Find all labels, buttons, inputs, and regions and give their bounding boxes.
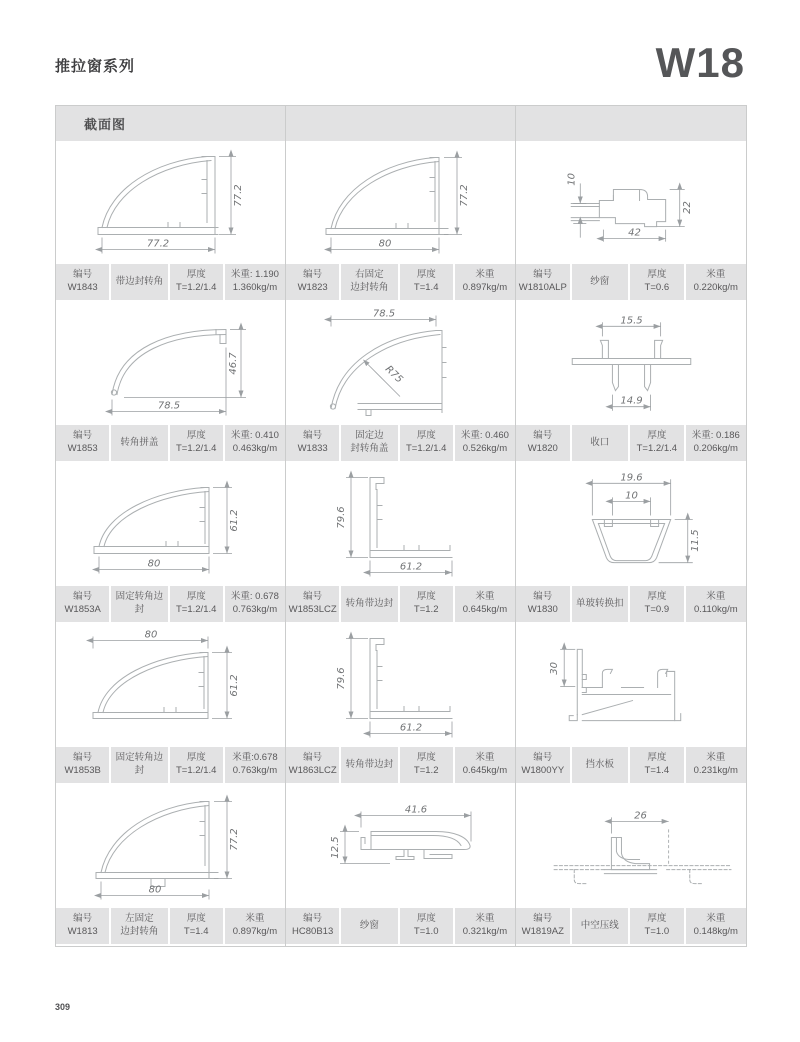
spec-name: 带边封转角 — [111, 264, 167, 300]
spec-thickness: 厚度 T=1.0 — [400, 908, 453, 944]
spec-id: 编号 W1830 — [516, 586, 570, 622]
dim-label: 78.5 — [372, 308, 396, 320]
dim-label: 61.2 — [399, 561, 423, 573]
profile-drawing-screen-cap — [286, 785, 515, 908]
profile-diagram — [56, 624, 285, 747]
profile-cell-w1830 — [516, 463, 746, 624]
profile-drawing-corner — [286, 141, 515, 264]
profile-drawing-corner — [56, 141, 285, 264]
profile-cell-w1800yy — [516, 624, 746, 785]
dim-label: R75 — [382, 363, 405, 386]
spec-thickness: 厚度 T=1.0 — [630, 908, 684, 944]
dim-label: 77.2 — [229, 828, 240, 851]
spec-id: 编号 W1820 — [516, 425, 570, 461]
spec-thickness: 厚度 T=1.2 — [400, 586, 453, 622]
dim-label: 46.7 — [228, 352, 239, 375]
spec-name: 转角拼盖 — [111, 425, 167, 461]
spec-id: 编号 W1853LCZ — [286, 586, 339, 622]
spec-strip — [516, 586, 746, 622]
spec-id: 编号 W1800YY — [516, 747, 570, 783]
dim-label: 11.5 — [689, 529, 701, 552]
page-number: 309 — [55, 1002, 71, 1012]
page-header — [55, 39, 745, 86]
profile-diagram — [56, 302, 285, 425]
dim-label: 77.2 — [146, 238, 170, 250]
profile-cell-w1863lcz — [286, 624, 516, 785]
profile-drawing-corner — [56, 463, 285, 586]
dim-label: 80 — [144, 629, 158, 641]
spec-thickness: 厚度 T=1.2/1.4 — [170, 264, 223, 300]
profile-diagram — [286, 624, 515, 747]
profile-cell-hc80b13 — [286, 785, 516, 946]
dim-label: 10 — [625, 490, 638, 502]
dim-label: 80 — [148, 884, 162, 896]
dim-label: 80 — [147, 558, 161, 570]
spec-strip — [56, 908, 285, 944]
dim-label: 80 — [378, 238, 392, 250]
spec-thickness: 厚度 T=0.9 — [630, 586, 684, 622]
profile-diagram — [286, 302, 515, 425]
spec-id: 编号 W1810ALP — [516, 264, 570, 300]
dim-label: 77.2 — [233, 184, 244, 207]
spec-weight: 米重 0.220kg/m — [686, 264, 746, 300]
dim-label: 26 — [634, 810, 647, 822]
profile-cell-w1820 — [516, 302, 746, 463]
spec-strip — [286, 264, 515, 300]
series-code: W18 — [655, 39, 745, 86]
spec-thickness: 厚度 T=1.2/1.4 — [400, 425, 453, 461]
spec-weight: 米重: 0.460 0.526kg/m — [455, 425, 515, 461]
spec-name: 固定边 封转角盖 — [341, 425, 397, 461]
profile-cell-w1823 — [286, 141, 516, 302]
spec-thickness: 厚度 T=1.2 — [400, 747, 453, 783]
series-title: 推拉窗系列 — [55, 57, 136, 75]
spec-weight: 米重 0.321kg/m — [455, 908, 515, 944]
spec-thickness: 厚度 T=1.4 — [630, 747, 684, 783]
spec-thickness: 厚度 T=0.6 — [630, 264, 684, 300]
profile-diagram — [516, 302, 746, 425]
spec-name: 纱窗 — [572, 264, 628, 300]
dim-label: 77.2 — [459, 184, 470, 207]
profile-cell-w1853 — [56, 302, 286, 463]
spec-thickness: 厚度 T=1.2/1.4 — [170, 586, 223, 622]
dim-label: 10 — [566, 173, 578, 186]
spec-weight: 米重: 0.678 0.763kg/m — [225, 586, 285, 622]
profile-drawing-baffle — [516, 624, 746, 747]
profile-diagram — [56, 463, 285, 586]
spec-name: 左固定 边封转角 — [111, 908, 167, 944]
profile-cell-w1853lcz — [286, 463, 516, 624]
spec-weight: 米重 0.148kg/m — [686, 908, 746, 944]
dim-label: 22 — [681, 201, 693, 214]
spec-strip — [516, 908, 746, 944]
spec-name: 转角带边封 — [341, 747, 397, 783]
spec-weight: 米重: 1.190 1.360kg/m — [225, 264, 285, 300]
spec-thickness: 厚度 T=1.2/1.4 — [630, 425, 684, 461]
spec-id: 编号 W1853A — [56, 586, 109, 622]
spec-strip — [56, 264, 285, 300]
dim-label: 30 — [549, 662, 561, 675]
profile-drawing-glazing-bead — [516, 785, 746, 908]
spec-name: 纱窗 — [341, 908, 397, 944]
spec-name: 固定转角边封 — [111, 747, 167, 783]
table-header-cell — [286, 106, 516, 141]
profile-table — [55, 105, 747, 947]
spec-thickness: 厚度 T=1.4 — [400, 264, 453, 300]
spec-name: 单玻转换扣 — [572, 586, 628, 622]
table-header-cell — [56, 106, 286, 141]
profile-diagram — [56, 141, 285, 264]
profile-drawing-t-clip — [516, 302, 746, 425]
spec-weight: 米重 0.231kg/m — [686, 747, 746, 783]
spec-weight: 米重: 0.186 0.206kg/m — [686, 425, 746, 461]
dim-label: 41.6 — [404, 804, 428, 816]
profile-drawing-arc — [286, 302, 515, 425]
spec-weight: 米重: 0.410 0.463kg/m — [225, 425, 285, 461]
spec-weight: 米重 0.645kg/m — [455, 747, 515, 783]
spec-name: 中空压线 — [572, 908, 628, 944]
profile-diagram — [516, 785, 746, 908]
spec-weight: 米重 0.897kg/m — [455, 264, 515, 300]
spec-name: 转角带边封 — [341, 586, 397, 622]
dim-label: 79.6 — [336, 667, 347, 690]
spec-strip — [516, 264, 746, 300]
profile-drawing-l-shape — [286, 463, 515, 586]
spec-thickness: 厚度 T=1.2/1.4 — [170, 747, 223, 783]
spec-strip — [516, 425, 746, 461]
spec-thickness: 厚度 T=1.4 — [170, 908, 223, 944]
profile-diagram — [56, 785, 285, 908]
profile-cell-w1853b — [56, 624, 286, 785]
spec-id: 编号 W1853 — [56, 425, 109, 461]
spec-name: 右固定 边封转角 — [341, 264, 397, 300]
spec-weight: 米重 0.645kg/m — [455, 586, 515, 622]
spec-strip — [286, 908, 515, 944]
profile-cell-w1813 — [56, 785, 286, 946]
spec-name: 固定转角边封 — [111, 586, 167, 622]
table-header-cell — [516, 106, 746, 141]
profile-drawing-round-cap — [56, 302, 285, 425]
spec-id: 编号 W1853B — [56, 747, 109, 783]
dim-label: 79.6 — [336, 506, 347, 529]
profile-diagram — [286, 141, 515, 264]
spec-id: 编号 HC80B13 — [286, 908, 339, 944]
spec-strip — [286, 586, 515, 622]
spec-strip — [56, 586, 285, 622]
dim-label: 61.2 — [399, 722, 423, 734]
spec-strip — [56, 425, 285, 461]
spec-strip — [286, 425, 515, 461]
dim-label: 19.6 — [620, 472, 643, 484]
spec-name: 挡水板 — [572, 747, 628, 783]
spec-strip — [516, 747, 746, 783]
profile-cell-w1810alp — [516, 141, 746, 302]
spec-name: 收口 — [572, 425, 628, 461]
spec-strip — [286, 747, 515, 783]
profile-cell-w1833 — [286, 302, 516, 463]
spec-id: 编号 W1833 — [286, 425, 339, 461]
spec-id: 编号 W1813 — [56, 908, 109, 944]
dim-label: 42 — [628, 227, 641, 239]
dim-label: 61.2 — [229, 509, 240, 532]
profile-cell-w1853a — [56, 463, 286, 624]
profile-drawing-corner — [56, 785, 285, 908]
profile-diagram — [516, 141, 746, 264]
profile-drawing-channel — [516, 463, 746, 586]
profile-diagram — [286, 785, 515, 908]
spec-weight: 米重 0.110kg/m — [686, 586, 746, 622]
profile-drawing-l-shape — [286, 624, 515, 747]
dim-label: 15.5 — [620, 315, 643, 327]
spec-thickness: 厚度 T=1.2/1.4 — [170, 425, 223, 461]
spec-id: 编号 W1863LCZ — [286, 747, 339, 783]
profile-drawing-corner — [56, 624, 285, 747]
spec-id: 编号 W1819AZ — [516, 908, 570, 944]
profile-diagram — [516, 463, 746, 586]
dim-label: 61.2 — [229, 674, 240, 697]
spec-strip — [56, 747, 285, 783]
profile-cell-w1843 — [56, 141, 286, 302]
profile-diagram — [286, 463, 515, 586]
dim-label: 12.5 — [330, 836, 341, 859]
profile-diagram — [516, 624, 746, 747]
spec-weight: 米重:0.678 0.763kg/m — [225, 747, 285, 783]
profile-drawing-screen-rail — [516, 141, 746, 264]
spec-id: 编号 W1843 — [56, 264, 109, 300]
spec-id: 编号 W1823 — [286, 264, 339, 300]
dim-label: 14.9 — [620, 395, 643, 407]
dim-label: 78.5 — [157, 400, 181, 412]
section-title: 截面图 — [84, 117, 127, 132]
spec-weight: 米重 0.897kg/m — [225, 908, 285, 944]
profile-cell-w1819az — [516, 785, 746, 946]
